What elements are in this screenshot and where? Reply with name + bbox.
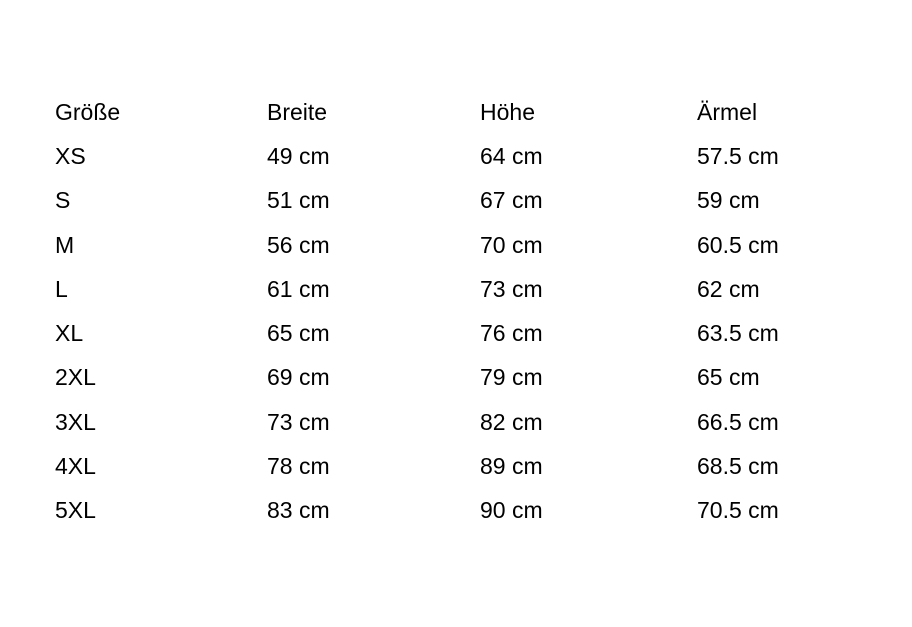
cell-sleeve: 65 cm [697,364,760,391]
cell-width: 69 cm [267,364,330,391]
cell-size: XL [55,320,84,347]
cell-width: 49 cm [267,142,330,169]
table-header-row [55,90,857,134]
cell-size: 3XL [55,408,96,435]
cell-sleeve: 66.5 cm [697,408,779,435]
cell-sleeve: 68.5 cm [697,453,779,480]
cell-size: 5XL [55,497,96,524]
table-row [55,311,857,355]
cell-height: 90 cm [480,497,543,524]
cell-height: 70 cm [480,231,543,258]
cell-size: 2XL [55,364,96,391]
cell-sleeve: 63.5 cm [697,320,779,347]
cell-height: 89 cm [480,453,543,480]
table-row [55,444,857,488]
cell-width: 78 cm [267,453,330,480]
cell-height: 67 cm [480,187,543,214]
cell-size: M [55,231,75,258]
cell-sleeve: 62 cm [697,275,760,302]
cell-height: 82 cm [480,408,543,435]
cell-width: 83 cm [267,497,330,524]
cell-width: 73 cm [267,408,330,435]
cell-height: 64 cm [480,142,543,169]
cell-width: 56 cm [267,231,330,258]
table-row [55,356,857,400]
table-row [55,267,857,311]
cell-sleeve: 60.5 cm [697,231,779,258]
cell-size: L [55,275,68,302]
cell-sleeve: 57.5 cm [697,142,779,169]
table-row [55,400,857,444]
size-chart-table [55,90,857,533]
table-row [55,223,857,267]
table-row [55,489,857,533]
cell-sleeve: 59 cm [697,187,760,214]
cell-width: 51 cm [267,187,330,214]
cell-width: 65 cm [267,320,330,347]
table-row [55,179,857,223]
cell-height: 79 cm [480,364,543,391]
column-header-sleeve: Ärmel [697,98,758,125]
column-header-width: Breite [267,98,328,125]
cell-sleeve: 70.5 cm [697,497,779,524]
cell-size: 4XL [55,453,96,480]
column-header-size: Größe [55,98,121,125]
cell-height: 73 cm [480,275,543,302]
cell-size: S [55,187,71,214]
column-header-height: Höhe [480,98,535,125]
cell-size: XS [55,142,86,169]
cell-height: 76 cm [480,320,543,347]
cell-width: 61 cm [267,275,330,302]
table-row [55,134,857,178]
